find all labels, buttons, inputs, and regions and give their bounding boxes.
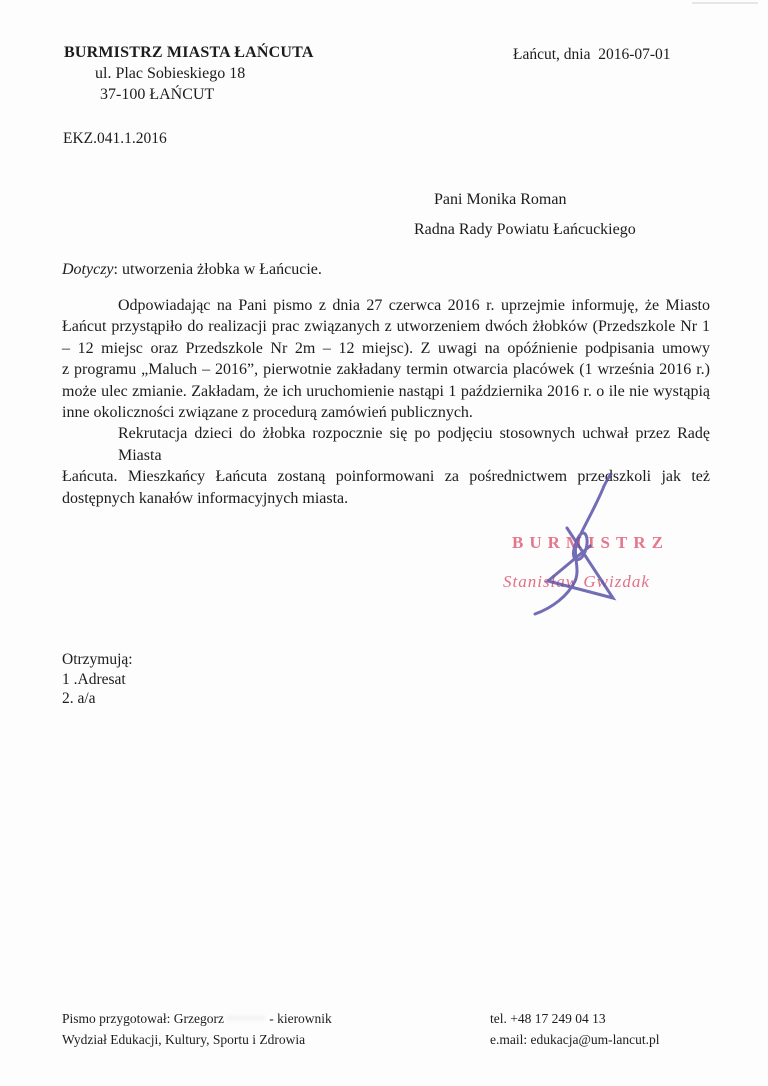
sender-address-street: ul. Plac Sobieskiego 18 (95, 65, 246, 82)
subject-label: Dotyczy (62, 261, 114, 278)
body-line: dostępnych kanałów informacyjnych miasta. (62, 489, 349, 507)
preparer-suffix: - kierownik (265, 1011, 332, 1026)
distribution-block (62, 650, 133, 709)
body-line: Odpowiadając na Pani pismo z dnia 27 czerwca 2016 r. uprzejmie informuję, że Miasto (118, 297, 710, 314)
footer-preparer-block (62, 1008, 332, 1050)
footer-contact-block (490, 1008, 660, 1050)
body-line: inne okoliczności związane z procedurą zamówień publicznych. (62, 404, 473, 422)
distribution-item: 1 .Adresat (62, 670, 126, 688)
preparer-prefix: Pismo przygotował: Grzegorz (62, 1011, 228, 1026)
recipient-name: Pani Monika Roman (434, 191, 567, 208)
footer-department: Wydział Edukacji, Kultury, Sportu i Zdrowia (62, 1032, 306, 1047)
sender-block (64, 42, 314, 105)
recipient-title: Radna Rady Powiatu Łańcuckiego (414, 221, 636, 238)
distribution-item: 2. a/a (62, 690, 96, 707)
body-line: Rekrutacja dzieci do żłobka rozpocznie się po podjęciu stosownych uchwał przez Radę Miasta (118, 425, 710, 464)
sender-address-city: 37-100 ŁAŃCUT (100, 86, 215, 103)
body-line: Łańcut przystąpiło do realizacji prac związanych z utworzeniem dwóch żłobków (Przedszkole Nr 1 (62, 318, 710, 336)
footer-preparer-line (62, 1008, 332, 1029)
stamp-signer-name: Stanisław Gwizdak (503, 572, 650, 591)
date-line: Łańcut, dnia 2016-07-01 (513, 46, 671, 63)
reference-number: EKZ.041.1.2016 (63, 130, 167, 147)
footer-phone: tel. +48 17 249 04 13 (490, 1011, 606, 1026)
body-line: – 12 miejsc oraz Przedszkole Nr 2m – 12 miejsc). Z uwagi na opóźnienie podpisania umowy (62, 339, 710, 357)
subject-line (62, 261, 322, 279)
body-line: z programu „Maluch – 2016”, pierwotnie zakładany termin otwarcia placówek (1 września 2016 r.) (62, 361, 710, 379)
sender-name: BURMISTRZ MIASTA ŁAŃCUTA (64, 44, 314, 61)
distribution-header: Otrzymują: (62, 651, 133, 668)
body-line: Łańcuta. Mieszkańcy Łańcuta zostaną poinformowani za pośrednictwem przedszkoli jak też (62, 468, 710, 486)
subject-text: : utworzenia żłobka w Łańcucie. (113, 261, 322, 278)
stamp-title: BURMISTRZ (512, 533, 669, 552)
handwritten-signature (500, 468, 660, 638)
preparer-redacted-name: ······· (227, 1011, 266, 1026)
scan-artifact (692, 2, 758, 4)
footer-email: e.mail: edukacja@um-lancut.pl (490, 1032, 660, 1047)
body-line: może ulec zmianie. Zakładam, że ich uruchomienie nastąpi 1 października 2016 r. o ile nie wystąpią (62, 382, 710, 400)
